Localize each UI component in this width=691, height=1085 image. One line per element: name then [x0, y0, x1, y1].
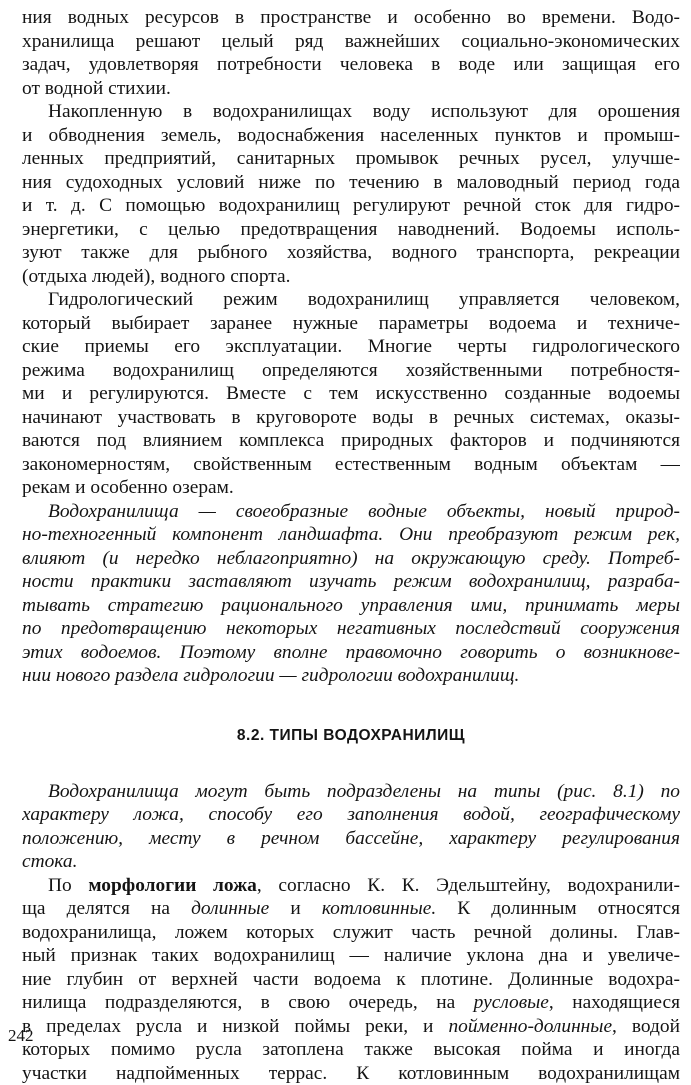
- text-line: ские приемы его эксплуатации. Многие черты гидрологического: [22, 335, 680, 359]
- text-line: хранилища решают целый ряд важнейших социально-экономических: [22, 30, 680, 54]
- paragraph-morphology: [22, 874, 680, 1085]
- text-line: нии нового раздела гидрологии — гидрологии водохранилищ.: [22, 664, 680, 688]
- paragraph-water-uses: [22, 100, 680, 288]
- text-line: который выбирает заранее нужные параметры водоема и техниче-: [22, 312, 680, 336]
- text-line: Накопленную в водохранилищах воду используют для орошения: [22, 100, 680, 124]
- text-line: и т. д. С помощью водохранилищ регулируют речной сток для гидро-: [22, 194, 680, 218]
- text-run: , согласно К. К. Эдельштейну, водохранили-: [257, 875, 680, 896]
- italic-term: котловинные.: [322, 898, 436, 919]
- italic-term: пойменно-долинные: [448, 1016, 612, 1037]
- text-line: но-техногенный компонент ландшафта. Они преобразуют режим рек,: [22, 523, 680, 547]
- page-number: 242: [8, 1026, 34, 1046]
- text-line: [22, 874, 680, 898]
- text-line: стока.: [22, 850, 680, 874]
- text-line: ности практики заставляют изучать режим водохранилищ, разраба-: [22, 570, 680, 594]
- text-line: тывать стратегию рационального управления ими, принимать меры: [22, 594, 680, 618]
- text-line: Водохранилища — своеобразные водные объекты, новый природ-: [22, 500, 680, 524]
- text-run: По: [48, 875, 88, 896]
- paragraph-hydrological-regime: [22, 288, 680, 500]
- text-line: Водохранилища могут быть подразделены на типы (рис. 8.1) по: [22, 780, 680, 804]
- text-line: характеру ложа, способу его заполнения водой, географическому: [22, 803, 680, 827]
- text-line: Гидрологический режим водохранилищ управляется человеком,: [22, 288, 680, 312]
- text-line: (отдыха людей), водного спорта.: [22, 265, 680, 289]
- text-line: и обводнения земель, водоснабжения населенных пунктов и промыш-: [22, 124, 680, 148]
- text-line: которых помимо русла затоплена также высокая пойма и иногда: [22, 1038, 680, 1062]
- book-page: [22, 6, 680, 1085]
- text-line: влияют (и нередко неблагоприятно) на окружающую среду. Потреб-: [22, 547, 680, 571]
- text-line: по предотвращению некоторых негативных последствий сооружения: [22, 617, 680, 641]
- text-run: нилища подразделяются, в свою очередь, на: [22, 992, 474, 1013]
- text-line: закономерностям, свойственным естественным водным объектам —: [22, 453, 680, 477]
- text-line: энергетики, с целью предотвращения наводнений. Водоемы исполь-: [22, 218, 680, 242]
- text-line: зуют также для рыбного хозяйства, водного транспорта, рекреации: [22, 241, 680, 265]
- text-line: положению, месту в речном бассейне, характеру регулирования: [22, 827, 680, 851]
- section-heading: 8.2. ТИПЫ ВОДОХРАНИЛИЩ: [22, 727, 680, 745]
- text-line: этих водоемов. Поэтому вполне правомочно говорить о возникнове-: [22, 641, 680, 665]
- text-run: К долинным относятся: [436, 898, 680, 919]
- italic-term: русловые: [474, 992, 549, 1013]
- text-line: [22, 897, 680, 921]
- text-line: ленных предприятий, санитарных промывок речных русел, улучше-: [22, 147, 680, 171]
- text-run: и: [269, 898, 322, 919]
- text-line: от водной стихии.: [22, 77, 680, 101]
- text-line: ние глубин от верхней части водоема к плотине. Долинные водохра-: [22, 968, 680, 992]
- paragraph-water-resources: [22, 6, 680, 100]
- text-line: начинают участвовать в круговороте воды в речных системах, оказы-: [22, 406, 680, 430]
- text-line: рекам и особенно озерам.: [22, 476, 680, 500]
- paragraph-italic-types: [22, 780, 680, 874]
- text-line: [22, 1015, 680, 1039]
- bold-term: морфологии ложа: [88, 875, 257, 896]
- text-run: ща делятся на: [22, 898, 191, 919]
- text-line: [22, 991, 680, 1015]
- text-line: ния водных ресурсов в пространстве и особенно во времени. Водо-: [22, 6, 680, 30]
- text-line: ный признак таких водохранилищ — наличие уклона дна и увеличе-: [22, 944, 680, 968]
- text-run: в пределах русла и низкой поймы реки, и: [22, 1016, 448, 1037]
- text-line: режима водохранилищ определяются хозяйственными потребностя-: [22, 359, 680, 383]
- text-line: ния судоходных условий ниже по течению в маловодный период года: [22, 171, 680, 195]
- text-run: , находящиеся: [549, 992, 680, 1013]
- paragraph-italic-summary: [22, 500, 680, 688]
- italic-term: долинные: [191, 898, 269, 919]
- text-line: задач, удовлетворяя потребности человека в воде или защищая его: [22, 53, 680, 77]
- text-run: , водой: [612, 1016, 680, 1037]
- text-line: ми и регулируются. Вместе с тем искусственно созданные водоемы: [22, 382, 680, 406]
- text-line: участки надпойменных террас. К котловинным водохранилищам: [22, 1062, 680, 1085]
- text-line: ваются под влиянием комплекса природных факторов и подчиняются: [22, 429, 680, 453]
- text-line: водохранилища, ложем которых служит часть речной долины. Глав-: [22, 921, 680, 945]
